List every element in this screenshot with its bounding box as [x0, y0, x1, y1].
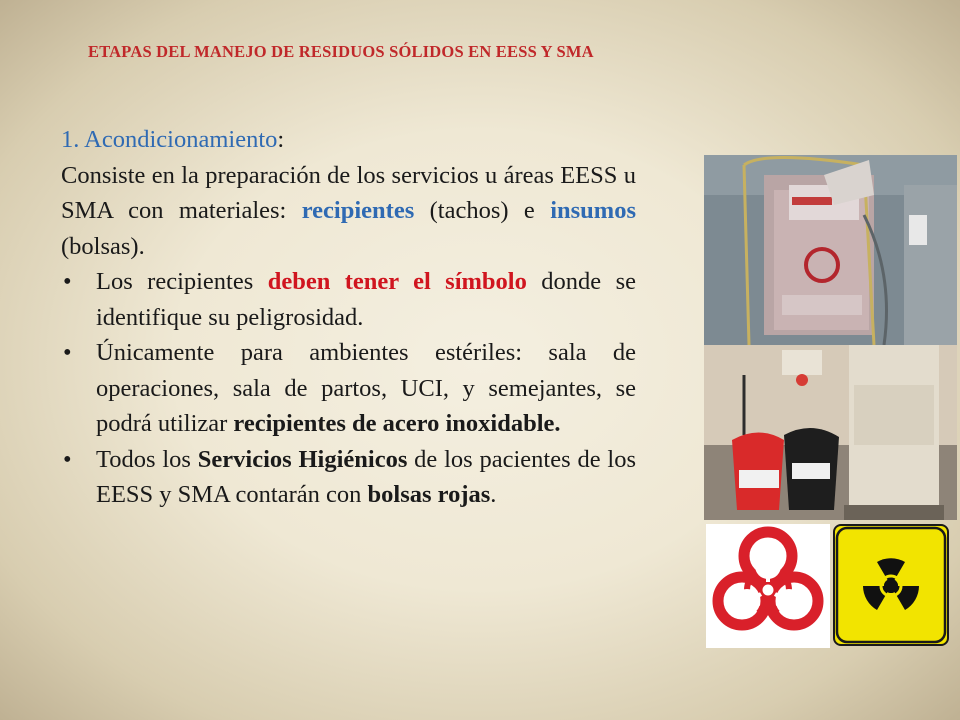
radiation-icon — [833, 524, 949, 646]
bullet-2-emphasis: recipientes de acero inoxidable. — [233, 410, 561, 437]
intro-text-2: (tachos) e — [414, 197, 551, 224]
bullet-dot: • — [63, 339, 72, 366]
intro-emphasis-recipientes: recipientes — [301, 197, 415, 224]
bullet-3-emphasis-1: Servicios Higiénicos — [197, 445, 408, 473]
bullet-item-2 — [61, 335, 636, 442]
section-heading-text: 1. Acondicionamiento — [61, 126, 278, 153]
bullet-dot: • — [63, 268, 72, 295]
intro-paragraph — [61, 158, 636, 265]
bullet-3-text-2: de los pacientes de los EESS y SMA contarán con — [96, 445, 636, 508]
waste-bins-photo — [704, 345, 957, 520]
bullet-1-emphasis: deben tener el símbolo — [267, 268, 527, 295]
intro-emphasis-insumos: insumos — [550, 197, 636, 224]
bullet-1-text-2: donde se identifique su peligrosidad. — [96, 268, 636, 331]
section-heading-colon: : — [277, 126, 285, 153]
bullet-3-text-1: Todos los — [96, 445, 198, 473]
bullet-2-text-1: Únicamente para ambientes estériles: sala de operaciones, sala de partos, UCI, y semejantes, se podrá utilizar — [96, 339, 636, 437]
bullet-dot: • — [63, 445, 72, 473]
content-area — [61, 122, 636, 513]
biohazard-icon — [706, 524, 830, 648]
bullet-list — [61, 264, 636, 513]
slide-title: ETAPAS DEL MANEJO DE RESIDUOS SÓLIDOS EN EESS Y SMA — [88, 42, 594, 61]
bullet-1-text-1: Los recipientes — [96, 268, 268, 295]
intro-text-1: Consiste en la preparación de los servicios u áreas EESS u SMA con materiales: — [61, 161, 636, 224]
bullet-3-text-3: . — [490, 481, 497, 508]
bullet-item-1 — [61, 264, 636, 335]
section-heading — [61, 122, 636, 158]
bullet-item-3 — [61, 442, 636, 513]
intro-text-3: (bolsas). — [61, 232, 145, 260]
sharps-container-photo — [704, 155, 957, 345]
bullet-3-emphasis-2: bolsas rojas — [367, 481, 491, 508]
